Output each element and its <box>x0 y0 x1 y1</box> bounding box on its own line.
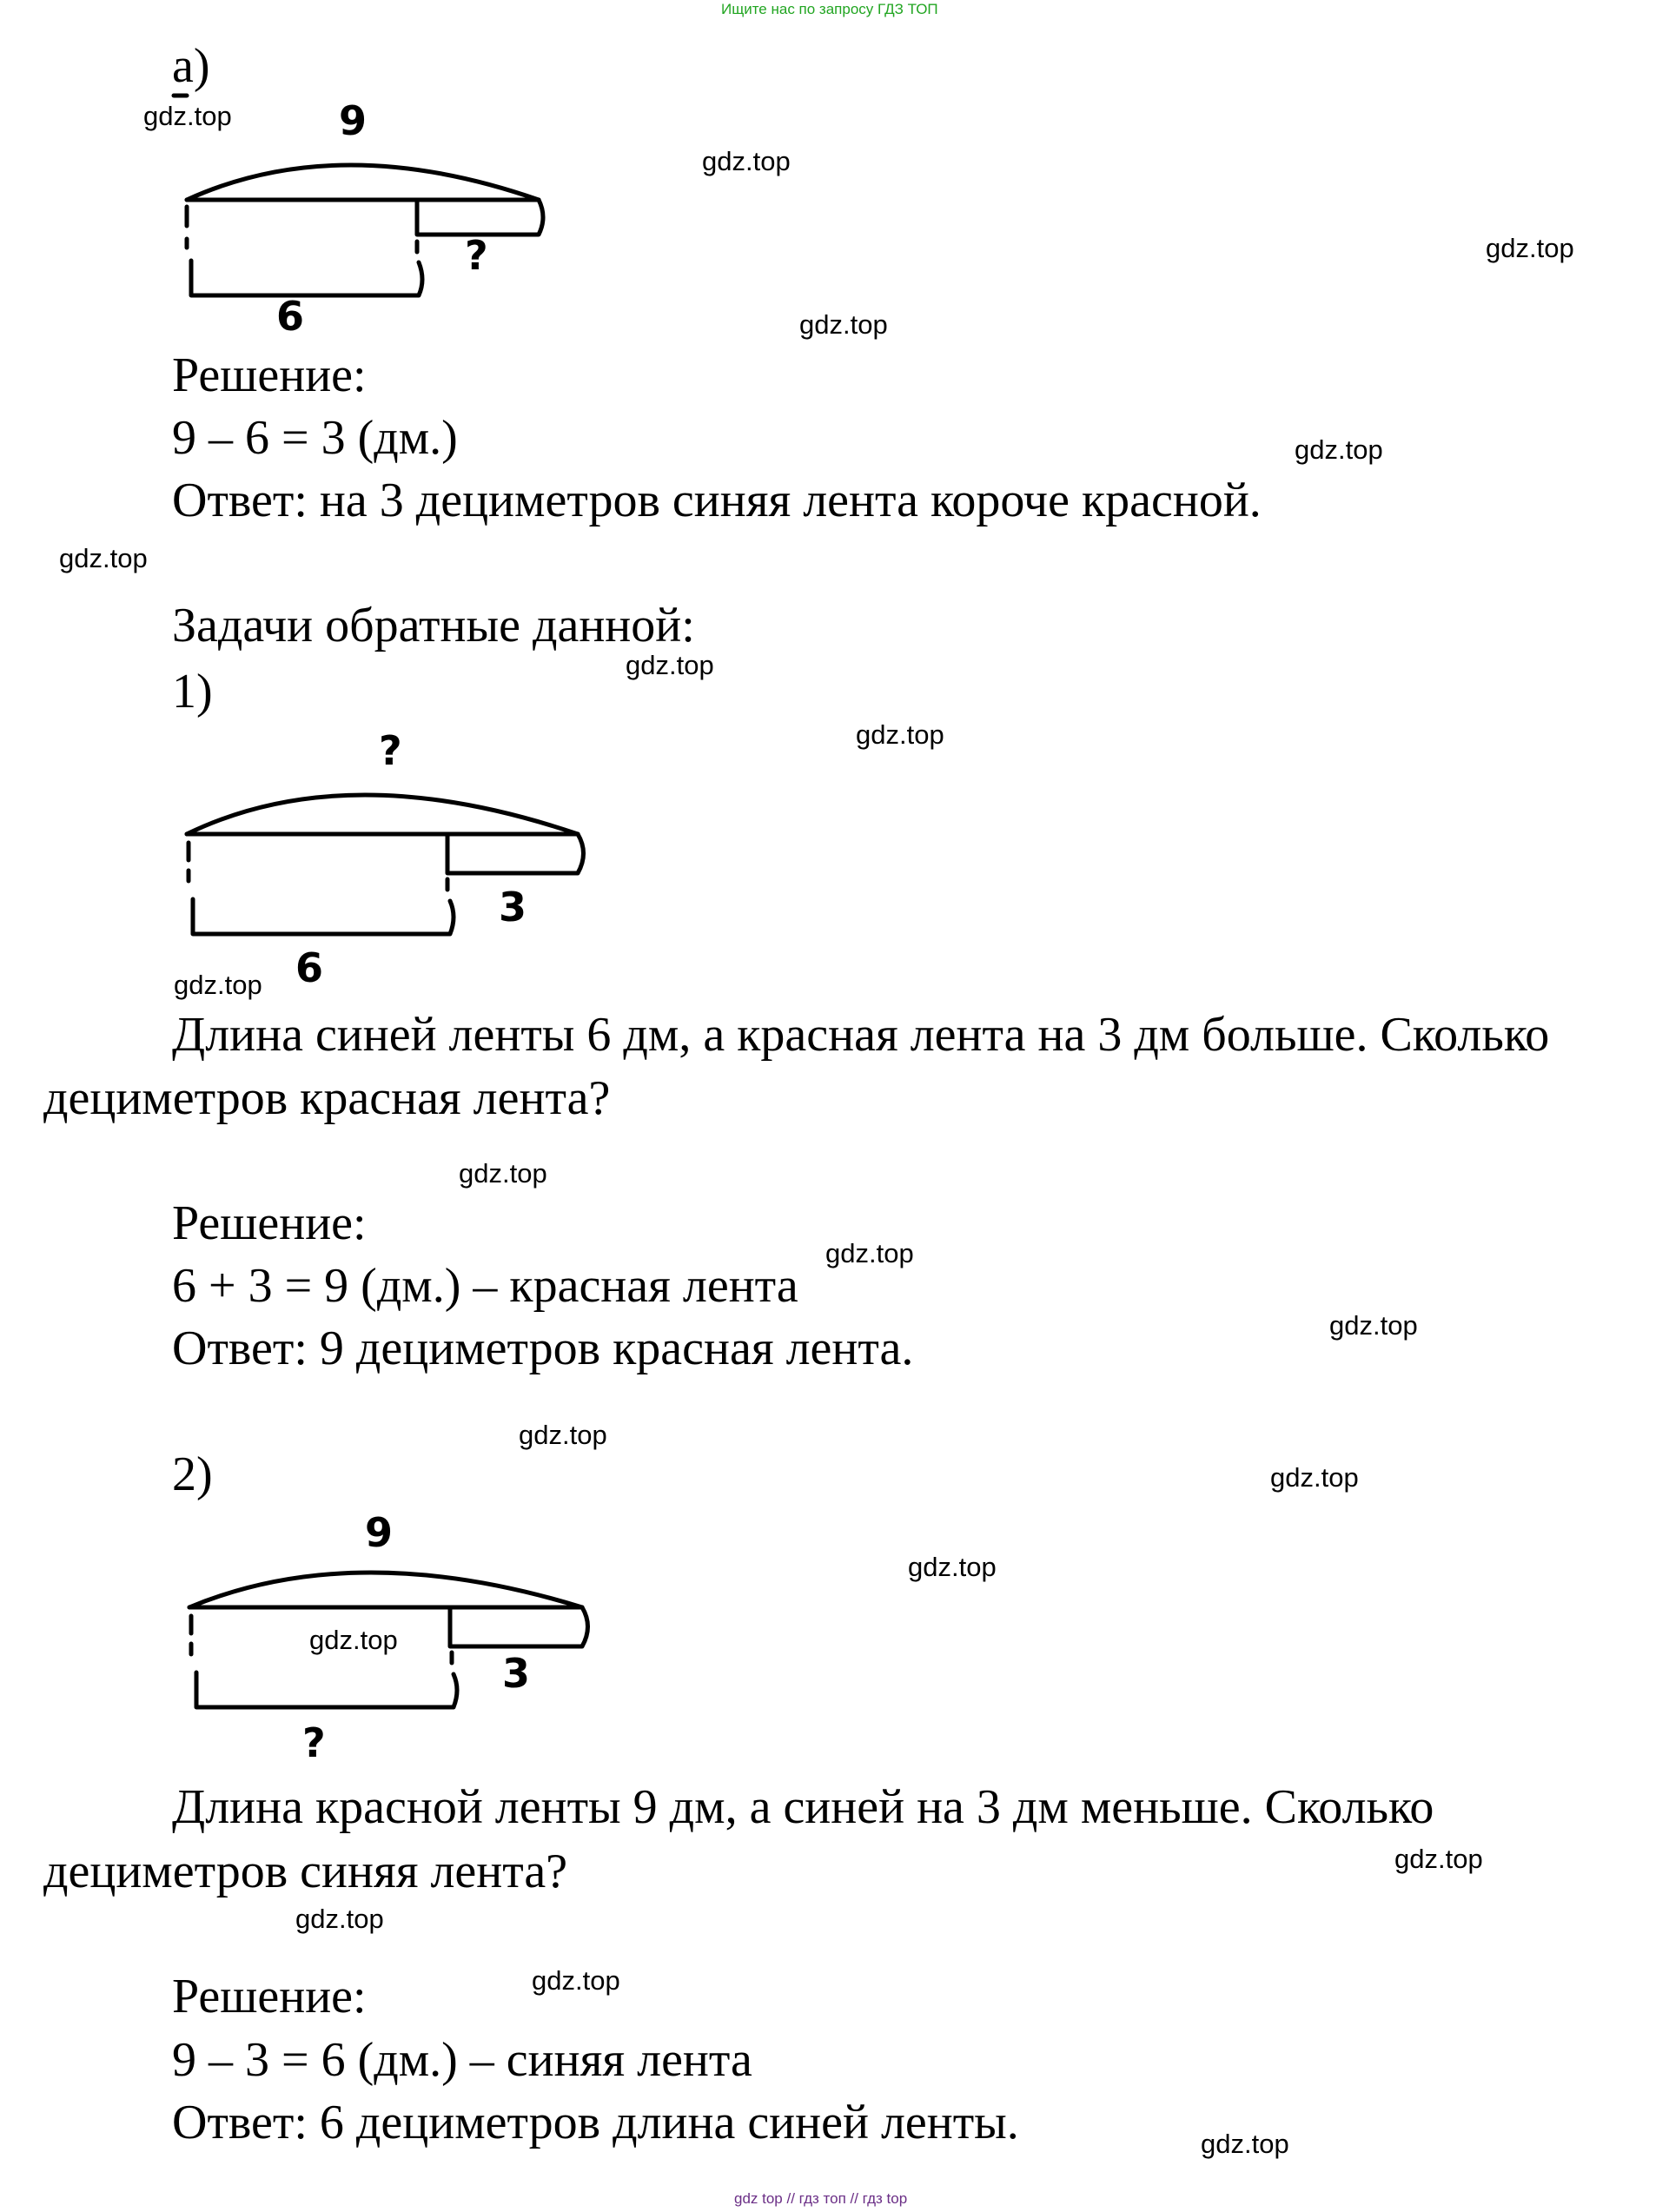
watermark: gdz.top <box>459 1158 547 1189</box>
top-banner: Ищите нас по запросу ГДЗ ТОП <box>721 1 938 17</box>
task1-label: 1) <box>172 665 213 719</box>
task1-equation: 6 + 3 = 9 (дм.) – красная лента <box>172 1259 798 1313</box>
watermark: gdz.top <box>908 1552 997 1582</box>
watermark: gdz.top <box>309 1625 398 1655</box>
task2-top-label: 9 <box>365 1509 394 1556</box>
task2-bottom-label: ? <box>302 1719 326 1766</box>
task1-answer: Ответ: 9 дециметров красная лента. <box>172 1321 914 1375</box>
task2-solution-label: Решение: <box>172 1970 367 2023</box>
task1-diagram <box>174 721 591 999</box>
task1-top-label: ? <box>379 727 402 774</box>
watermark: gdz.top <box>626 650 714 680</box>
watermark: gdz.top <box>174 970 262 1000</box>
watermark: gdz.top <box>1486 233 1574 263</box>
task1-bottom-label: 6 <box>295 944 324 991</box>
task1-problem-line1: Длина синей ленты 6 дм, а красная лента на 3 дм больше. Сколько <box>172 1008 1550 1062</box>
watermark: gdz.top <box>59 543 148 573</box>
watermark: gdz.top <box>1394 1844 1483 1874</box>
watermark: gdz.top <box>1201 2129 1289 2159</box>
watermark: gdz.top <box>1270 1462 1359 1493</box>
watermark: gdz.top <box>295 1904 384 1934</box>
part-a-label: а) <box>172 39 210 93</box>
task2-problem-line1: Длина красной ленты 9 дм, а синей на 3 дм меньше. Сколько <box>172 1780 1434 1834</box>
inverse-heading: Задачи обратные данной: <box>172 599 695 652</box>
watermark: gdz.top <box>1329 1310 1418 1341</box>
bottom-banner: gdz top // гдз топ // гдз top <box>734 2190 908 2207</box>
watermark: gdz.top <box>799 309 888 340</box>
part-a-top-label: 9 <box>339 97 368 144</box>
watermark: gdz.top <box>519 1420 607 1450</box>
watermark: gdz.top <box>532 1965 620 1996</box>
task1-solution-label: Решение: <box>172 1196 367 1250</box>
watermark: gdz.top <box>856 719 944 750</box>
task2-problem-line2: дециметров синяя лента? <box>43 1844 568 1898</box>
watermark: gdz.top <box>825 1238 914 1268</box>
part-a-bottom-label: 6 <box>276 293 305 340</box>
task1-side-label: 3 <box>499 884 527 930</box>
watermark: gdz.top <box>1295 434 1383 465</box>
part-a-solution-label: Решение: <box>172 348 367 402</box>
part-a-diagram <box>174 96 556 348</box>
task2-label: 2) <box>172 1447 213 1501</box>
part-a-answer: Ответ: на 3 дециметров синяя лента короче красной. <box>172 474 1262 527</box>
watermark: gdz.top <box>702 146 791 176</box>
watermark: gdz.top <box>143 101 232 131</box>
task2-answer: Ответ: 6 дециметров длина синей ленты. <box>172 2096 1019 2149</box>
task1-problem-line2: дециметров красная лента? <box>43 1071 611 1125</box>
task2-side-label: 3 <box>502 1650 531 1697</box>
task2-equation: 9 – 3 = 6 (дм.) – синяя лента <box>172 2033 752 2087</box>
part-a-side-label: ? <box>465 232 488 279</box>
part-a-equation: 9 – 6 = 3 (дм.) <box>172 411 458 465</box>
